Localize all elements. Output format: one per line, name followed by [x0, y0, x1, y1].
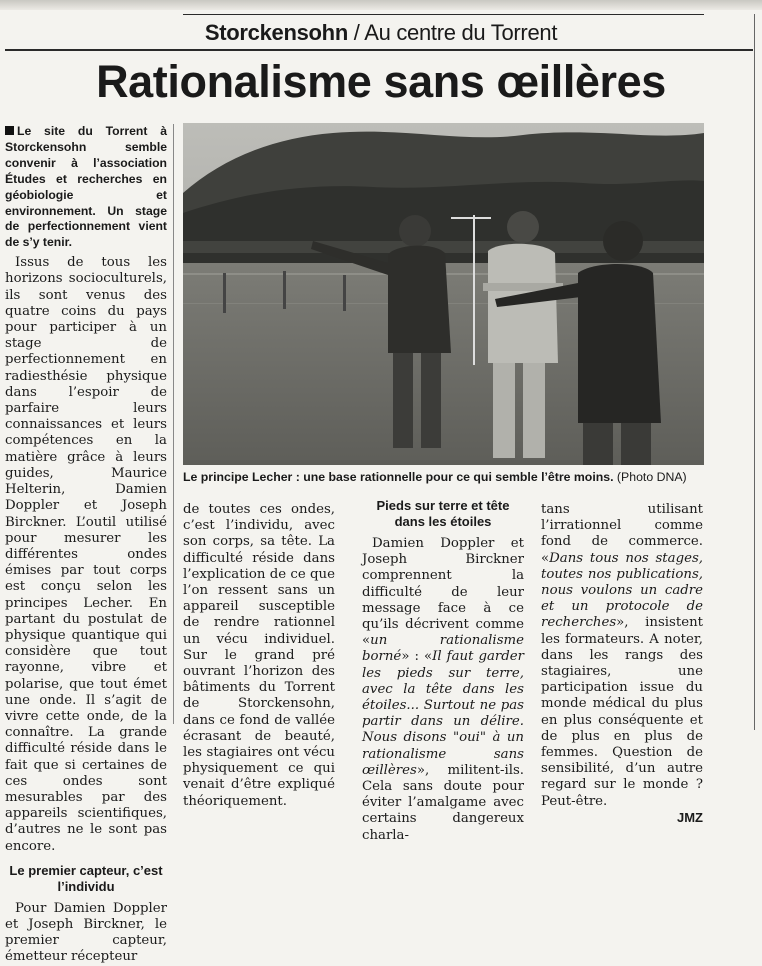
- right-border: [754, 14, 755, 730]
- col1-paragraph-1: Issus de tous les horizons socioculturels, ils sont venus des quatre coins du pays pour participer à un stage de perfectionnement en radiesthésie physique dans l’espoir de parfaire leurs connaissances et leurs compétences en la matière grâce à leurs guides, Maurice Helterin, Damien Doppler et Joseph Birckner. L’outil utilisé pour mesurer les différentes ondes émises par tout corps est conçu selon les principes Lecher. En partant du postulat de physique quantique qui considère que tout rayonne, vibre et polarise, que tout émet une onde. Il s’agit de vivre cette onde, de la connaître. La grande difficulté réside dans le fait que si certaines de ces ondes sont mesurables par des appareils scientifiques, d’autres ne le sont pas encore.: [5, 255, 167, 854]
- column-4: [541, 502, 703, 826]
- col3-quote-2: Il faut garder les pieds sur terre, avec la tête dans les étoiles... Surtout ne pas partir dans un délire. Nous disons "oui" à un rationalisme sans œillères: [362, 649, 524, 778]
- col3-text-c: », militent-ils. Cela sans doute pour éviter l’amalgame avec certains dangereux charla-: [362, 762, 524, 843]
- headline: Rationalisme sans œillères: [96, 56, 666, 107]
- col3-text-a: Damien Doppler et Joseph Birckner comprennent la difficulté de leur message face à ce qu’ils décrivent comme «: [362, 536, 524, 649]
- lead-square-icon: [5, 126, 14, 135]
- col1-paragraph-2: Pour Damien Doppler et Joseph Birckner, le premier capteur, émetteur récepteur: [5, 900, 167, 965]
- col4-paragraph-1: [541, 502, 703, 810]
- column-3: [362, 498, 524, 844]
- col2-paragraph-1: de toutes ces ondes, c’est l’individu, avec son corps, sa tête. La difficulté réside dans l’explication de ce que l’on ressent sans un appareil susceptible de rendre rationnel un vécu individuel. Sur le grand pré ouvrant l’horizon des bâtiments du Torrent de Storckensohn, dans ce fond de vallée écrasant de beauté, les stagiaires ont vécu physiquement ce qui venait d’être expliqué théoriquement.: [183, 502, 335, 809]
- lead-text: Le site du Torrent à Storckensohn semble convenir à l’association Études et recherches en géobiologie et environnement. Un stage de perfectionnement vient de s’y tenir.: [5, 124, 167, 250]
- author-signature: JMZ: [677, 809, 703, 825]
- col3-text-b: » : «: [401, 649, 433, 665]
- previous-article-strip: [0, 0, 762, 10]
- kicker-rule: [5, 49, 753, 51]
- caption-credit: (Photo DNA): [613, 470, 687, 484]
- column-2: [183, 502, 335, 810]
- kicker-place: Storckensohn: [204, 20, 348, 45]
- col4-text-b: », insistent les formateurs. A noter, dans les rangs des stagiaires, une participation issue du monde médical du plus en plus conséquente et de plus en plus de femmes. Question de sensibilité, d’un autre regard sur le monde ? Peut-être.: [541, 615, 703, 809]
- lecher-photo-illustration: [183, 123, 704, 465]
- col3-quote-1: un rationalisme borné: [362, 633, 524, 665]
- kicker-rest: / Au centre du Torrent: [347, 20, 558, 45]
- caption-text: Le principe Lecher : une base rationnelle pour ce qui semble l’être moins.: [183, 470, 614, 484]
- col3-paragraph-1: [362, 536, 524, 844]
- photo-caption: [183, 470, 743, 484]
- top-rule: [183, 14, 704, 15]
- col4-text-a: tans utilisant l’irrationnel comme fond de commerce. «: [541, 502, 703, 566]
- column-separator: [173, 124, 174, 724]
- column-1: [5, 124, 167, 966]
- article-kicker: [0, 20, 762, 46]
- subhead-pieds-sur-terre: Pieds sur terre et tête dans les étoiles: [376, 498, 510, 529]
- col4-quote-1: Dans tous nos stages, toutes nos publications, nous voulons un cadre et un protocole de recherches: [541, 550, 703, 631]
- article-photo: [183, 123, 704, 465]
- subhead-premier-capteur: Le premier capteur, c’est l’individu: [9, 862, 163, 894]
- lead-paragraph: [5, 124, 167, 251]
